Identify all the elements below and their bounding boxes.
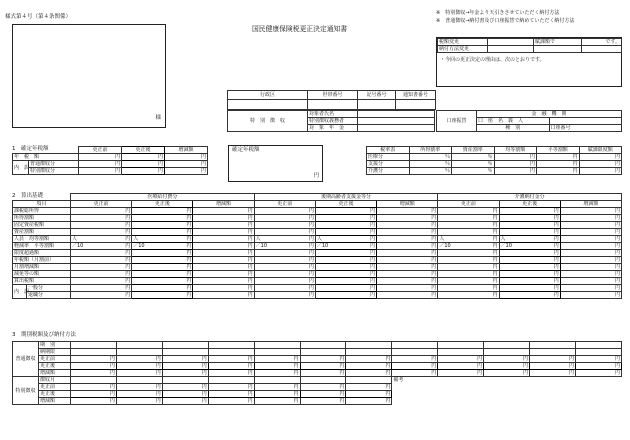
table-row: 算出税額 円 円 円 円 円 円 円 円 円 xyxy=(14,278,620,284)
form-number: 様式第４号（第４条関係） xyxy=(5,14,72,20)
table-row: 軽減率 平等割額 ／10 円 ／10 円 円 ／10 円 ／10 円 円 ／10 円 ／10 円 円 xyxy=(14,243,620,249)
assessment-label: 賦課額で xyxy=(534,39,582,46)
col-before: 更正前 xyxy=(79,147,122,154)
annual-tax-label: 年 税 額 xyxy=(13,154,79,161)
table-row: 人員 均等割額 人 円 人 円 円 人 円 人 円 円 人 円 人 円 円 xyxy=(14,236,620,242)
change-reason-box xyxy=(436,37,622,87)
breakdown-label: 内 訳 xyxy=(13,161,29,175)
account-number-label: 口座番号 xyxy=(550,125,571,131)
special-collection-row-label: 特別徴収分 xyxy=(29,168,79,175)
section1-title: 1 確定年税額 xyxy=(12,146,49,152)
special-collection-label: 特 別 徴 収 xyxy=(228,111,308,132)
addressee-box xyxy=(12,24,166,128)
note-2: ※ 普通徴収→納付書及び口座振替で納めていただく納付方法 xyxy=(436,18,575,24)
table-row: 固定資産税額 円 円 円 円 円 円 円 円 円 xyxy=(14,222,620,228)
col-after: 更正後 xyxy=(315,201,376,208)
col-after: 更正後 xyxy=(122,147,165,154)
bank-label: 金 融 機 関 xyxy=(477,111,622,118)
account-type-label: 種 別 xyxy=(505,125,521,131)
addressee-suffix: 様 xyxy=(155,114,161,121)
ward-label: 行政区 xyxy=(228,91,308,100)
final-annual-tax-yen: 円 xyxy=(313,172,319,179)
special-collection-table xyxy=(227,110,435,132)
annual-tax-table: 更正前 更正後 増減額 年 税 額 円 円 円 内 訳 普通徴収分 円 円 円 特別徴収分 円 円 円 xyxy=(14,147,206,174)
table-row: 課税総所得 円 円 円 円 円 円 円 円 円 xyxy=(14,208,620,214)
household-no-label: 世帯番号 xyxy=(308,91,358,100)
pension-label: 対 象 年 金 xyxy=(308,125,358,132)
notice-title: 国民健康保険税更正決定通知書 xyxy=(252,25,348,33)
col-diff: 増減額 xyxy=(193,201,254,208)
table-row: 資産割額 円 円 円 円 円 円 円 円 円 xyxy=(14,229,620,235)
col-before: 更正前 xyxy=(71,201,132,208)
note-1: ※ 特別徴収→年金より天引きさせていただく納付方法 xyxy=(436,10,560,16)
item-header: 項目 xyxy=(13,201,71,208)
col-after: 更正後 xyxy=(499,201,560,208)
calculation-basis-table xyxy=(12,193,622,299)
record-no-label: 記号番号 xyxy=(358,91,396,100)
table-row: 退職分 円 円 円 円 円 円 円 円 円 xyxy=(28,292,620,298)
tax-change-label: 税額変更 xyxy=(438,39,488,46)
bank-transfer-label: 口座振替 xyxy=(437,111,477,132)
payment-change-label: 納付方法変更 xyxy=(438,46,488,53)
desu-label: です。 xyxy=(582,39,622,46)
elderly-support-group: 後期高齢者支援金等分 xyxy=(254,194,438,201)
header-info-table xyxy=(227,90,436,110)
section3-title: 3 期別税額及び納付方法 xyxy=(12,332,77,338)
tax-rate-table: 税率表 所得割率 資産割率 均等割額 平等割額 賦課限度額 医療分 ％ ％ 円 円 円 支援分 ％ ％ 円 円 円 介護分 ％ ％ 円 円 円 xyxy=(368,147,620,174)
final-annual-tax-label: 確定年税額 xyxy=(232,147,260,153)
notice-no-label: 通知書番号 xyxy=(396,91,436,100)
table-row: 減免等の額 円 円 円 円 円 円 円 円 円 xyxy=(14,271,620,277)
table-row: 内 訳 一般分 円 円 円 円 円 円 円 円 円 xyxy=(13,285,622,292)
target-name-label: 対象者氏名 xyxy=(308,111,358,118)
col-diff: 増減額 xyxy=(560,201,621,208)
col-before: 更正前 xyxy=(254,201,315,208)
normal-collection-label: 普通徴収分 xyxy=(29,161,79,168)
installment-table: 普通徴収 期 別 納期限 更正前 円 円 円 円 円 円 円 円 円 円 円 円 更正後 円 円 円 円 円 円 円 円 円 円 円 円 増減額 円 円 円 円 円 円 円 円 円 円 円 円 特別徴収 徴収月 備考 更正前 円 円 円 円 円 円 円 更正後 円 円 円 円 円 円 円 増減額 円 円 円 円 円 円 円 xyxy=(12,341,622,405)
reason-text: ・今回の更正決定の理由は、次のとおりです。 xyxy=(440,57,545,63)
obligor-label: 特別徴収義務者 xyxy=(308,118,358,125)
table-row: 所得割額 円 円 円 円 円 円 円 円 円 xyxy=(14,215,620,221)
bank-transfer-table xyxy=(436,110,622,132)
col-before: 更正前 xyxy=(438,201,499,208)
table-row: 年税額（月割前） 円 円 円 円 円 円 円 円 円 xyxy=(14,257,620,263)
col-after: 更正後 xyxy=(132,201,193,208)
nursing-care-group: 介護納付金分 xyxy=(438,194,622,201)
table-row: 限度超過額 円 円 円 円 円 円 円 円 円 xyxy=(14,250,620,256)
col-diff: 増減額 xyxy=(377,201,438,208)
section2-title: 2 算出基礎 xyxy=(12,193,43,199)
medical-group: 医療給付費分 xyxy=(71,194,255,201)
final-annual-tax-box xyxy=(228,145,323,182)
account-holder-label: 口 座 名 義 人 xyxy=(477,118,550,125)
table-row: 月割増減額 円 円 円 円 円 円 円 円 円 xyxy=(14,264,620,270)
col-diff: 増減額 xyxy=(165,147,208,154)
